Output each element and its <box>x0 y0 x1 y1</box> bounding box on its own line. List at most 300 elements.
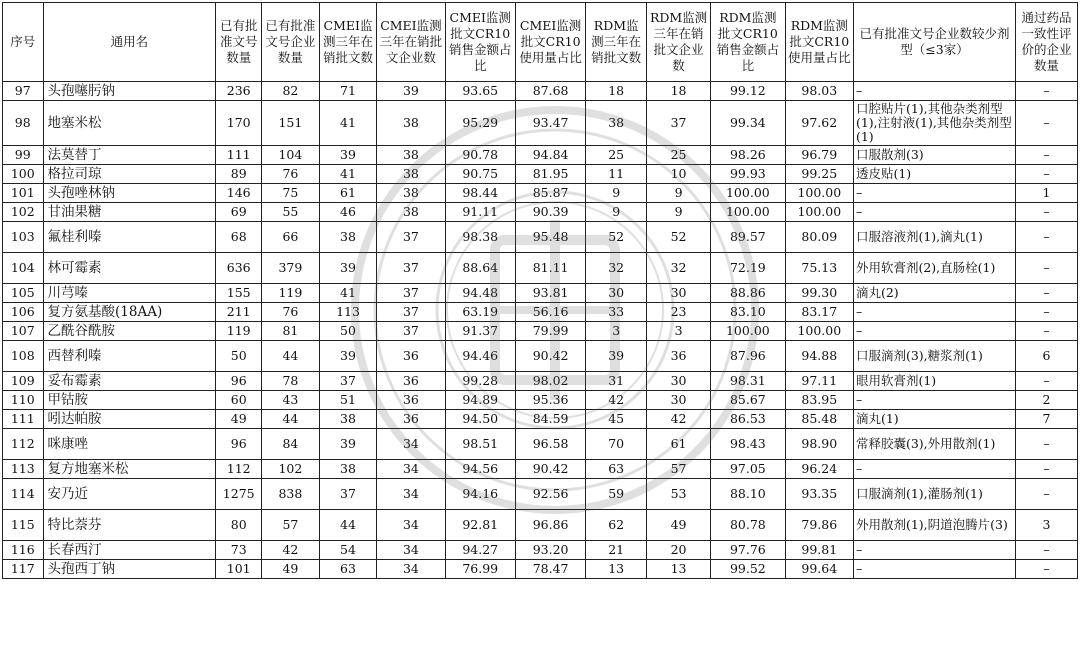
cell-consistency-companies: – <box>1016 541 1078 560</box>
cell-approval-count: 236 <box>216 82 262 101</box>
cell-rdm-approvals: 11 <box>586 165 647 184</box>
cell-consistency-companies: – <box>1016 372 1078 391</box>
cell-approval-count: 155 <box>216 284 262 303</box>
cell-cmei-cr10-sales: 88.64 <box>445 253 515 284</box>
header-rdm-approvals: RDM监测三年在销批文数 <box>586 3 647 82</box>
header-seq: 序号 <box>3 3 44 82</box>
cell-cmei-approvals: 63 <box>319 560 377 579</box>
cell-cmei-approvals: 38 <box>319 460 377 479</box>
cell-cmei-approvals: 39 <box>319 253 377 284</box>
cell-cmei-cr10-sales: 63.19 <box>445 303 515 322</box>
cell-rdm-approvals: 30 <box>586 284 647 303</box>
cell-rdm-approvals: 21 <box>586 541 647 560</box>
cell-rdm-approvals: 9 <box>586 184 647 203</box>
cell-consistency-companies: – <box>1016 429 1078 460</box>
cell-cmei-cr10-usage: 78.47 <box>515 560 585 579</box>
cell-few-company-forms: – <box>853 203 1015 222</box>
cell-cmei-companies: 38 <box>377 184 445 203</box>
cell-seq: 110 <box>3 391 44 410</box>
cell-cmei-companies: 34 <box>377 510 445 541</box>
cell-consistency-companies: – <box>1016 165 1078 184</box>
cell-cmei-companies: 34 <box>377 429 445 460</box>
cell-generic-name: 法莫替丁 <box>43 146 216 165</box>
cell-seq: 113 <box>3 460 44 479</box>
cell-rdm-approvals: 9 <box>586 203 647 222</box>
cell-approval-count: 60 <box>216 391 262 410</box>
cell-cmei-cr10-sales: 76.99 <box>445 560 515 579</box>
cell-rdm-cr10-usage: 99.25 <box>785 165 853 184</box>
cell-approval-count: 69 <box>216 203 262 222</box>
cell-cmei-cr10-sales: 98.44 <box>445 184 515 203</box>
cell-consistency-companies: 1 <box>1016 184 1078 203</box>
cell-cmei-approvals: 39 <box>319 146 377 165</box>
cell-rdm-companies: 37 <box>647 101 711 146</box>
cell-generic-name: 川芎嗪 <box>43 284 216 303</box>
cell-cmei-companies: 36 <box>377 410 445 429</box>
cell-approval-company-count: 379 <box>262 253 320 284</box>
cell-rdm-companies: 42 <box>647 410 711 429</box>
cell-few-company-forms: – <box>853 460 1015 479</box>
cell-cmei-companies: 38 <box>377 203 445 222</box>
cell-rdm-companies: 52 <box>647 222 711 253</box>
cell-generic-name: 林可霉素 <box>43 253 216 284</box>
table-row <box>3 222 1078 253</box>
cell-consistency-companies: – <box>1016 146 1078 165</box>
cell-cmei-companies: 34 <box>377 541 445 560</box>
cell-few-company-forms: – <box>853 82 1015 101</box>
header-cmei-cr10-sales: CMEI监测批文CR10销售金额占比 <box>445 3 515 82</box>
cell-rdm-cr10-sales: 88.86 <box>711 284 786 303</box>
cell-cmei-cr10-usage: 56.16 <box>515 303 585 322</box>
cell-cmei-cr10-usage: 93.47 <box>515 101 585 146</box>
cell-rdm-companies: 61 <box>647 429 711 460</box>
table-row <box>3 303 1078 322</box>
cell-approval-count: 112 <box>216 460 262 479</box>
cell-approval-count: 119 <box>216 322 262 341</box>
cell-approval-company-count: 42 <box>262 541 320 560</box>
cell-approval-count: 146 <box>216 184 262 203</box>
cell-rdm-approvals: 42 <box>586 391 647 410</box>
table-body <box>3 82 1078 579</box>
cell-approval-company-count: 75 <box>262 184 320 203</box>
header-rdm-cr10-sales: RDM监测批文CR10销售金额占比 <box>711 3 786 82</box>
cell-few-company-forms: 透皮贴(1) <box>853 165 1015 184</box>
cell-few-company-forms: – <box>853 303 1015 322</box>
cell-seq: 97 <box>3 82 44 101</box>
cell-rdm-cr10-usage: 100.00 <box>785 203 853 222</box>
cell-cmei-cr10-sales: 95.29 <box>445 101 515 146</box>
cell-rdm-cr10-sales: 97.76 <box>711 541 786 560</box>
cell-generic-name: 复方地塞米松 <box>43 460 216 479</box>
cell-generic-name: 乙酰谷酰胺 <box>43 322 216 341</box>
cell-cmei-companies: 36 <box>377 372 445 391</box>
cell-cmei-cr10-usage: 95.48 <box>515 222 585 253</box>
cell-generic-name: 特比萘芬 <box>43 510 216 541</box>
cell-rdm-cr10-sales: 100.00 <box>711 322 786 341</box>
cell-cmei-cr10-sales: 91.11 <box>445 203 515 222</box>
cell-cmei-companies: 39 <box>377 82 445 101</box>
cell-cmei-cr10-usage: 90.42 <box>515 460 585 479</box>
cell-rdm-companies: 13 <box>647 560 711 579</box>
cell-cmei-cr10-sales: 90.75 <box>445 165 515 184</box>
cell-rdm-approvals: 18 <box>586 82 647 101</box>
cell-cmei-cr10-usage: 95.36 <box>515 391 585 410</box>
header-few-company-forms: 已有批准文号企业数较少剂型（≤3家） <box>853 3 1015 82</box>
cell-approval-count: 101 <box>216 560 262 579</box>
cell-seq: 106 <box>3 303 44 322</box>
cell-cmei-approvals: 41 <box>319 284 377 303</box>
table-row <box>3 341 1078 372</box>
cell-cmei-cr10-sales: 93.65 <box>445 82 515 101</box>
header-rdm-companies: RDM监测三年在销批文企业数 <box>647 3 711 82</box>
cell-few-company-forms: 口服滴剂(3),糖浆剂(1) <box>853 341 1015 372</box>
cell-cmei-cr10-usage: 93.81 <box>515 284 585 303</box>
cell-rdm-cr10-usage: 83.17 <box>785 303 853 322</box>
cell-cmei-cr10-usage: 90.42 <box>515 341 585 372</box>
cell-cmei-cr10-usage: 94.84 <box>515 146 585 165</box>
header-approval-company-count: 已有批准文号企业数量 <box>262 3 320 82</box>
cell-approval-company-count: 81 <box>262 322 320 341</box>
cell-rdm-companies: 9 <box>647 184 711 203</box>
cell-seq: 104 <box>3 253 44 284</box>
cell-generic-name: 吲达帕胺 <box>43 410 216 429</box>
cell-cmei-approvals: 37 <box>319 372 377 391</box>
cell-approval-company-count: 82 <box>262 82 320 101</box>
cell-rdm-cr10-sales: 89.57 <box>711 222 786 253</box>
cell-cmei-companies: 37 <box>377 322 445 341</box>
cell-rdm-cr10-usage: 99.64 <box>785 560 853 579</box>
cell-cmei-cr10-usage: 81.11 <box>515 253 585 284</box>
cell-seq: 101 <box>3 184 44 203</box>
cell-rdm-cr10-usage: 97.11 <box>785 372 853 391</box>
cell-approval-count: 170 <box>216 101 262 146</box>
cell-approval-company-count: 102 <box>262 460 320 479</box>
cell-consistency-companies: – <box>1016 222 1078 253</box>
cell-rdm-cr10-usage: 83.95 <box>785 391 853 410</box>
cell-rdm-cr10-usage: 75.13 <box>785 253 853 284</box>
cell-rdm-cr10-sales: 72.19 <box>711 253 786 284</box>
cell-generic-name: 复方氨基酸(18AA) <box>43 303 216 322</box>
cell-rdm-cr10-usage: 99.30 <box>785 284 853 303</box>
cell-cmei-companies: 38 <box>377 165 445 184</box>
cell-cmei-companies: 36 <box>377 341 445 372</box>
cell-rdm-cr10-sales: 87.96 <box>711 341 786 372</box>
cell-rdm-cr10-usage: 96.24 <box>785 460 853 479</box>
cell-rdm-approvals: 25 <box>586 146 647 165</box>
cell-cmei-cr10-usage: 93.20 <box>515 541 585 560</box>
table-row <box>3 560 1078 579</box>
cell-cmei-companies: 37 <box>377 284 445 303</box>
cell-rdm-companies: 9 <box>647 203 711 222</box>
cell-rdm-companies: 30 <box>647 284 711 303</box>
cell-rdm-companies: 10 <box>647 165 711 184</box>
cell-rdm-approvals: 39 <box>586 341 647 372</box>
cell-few-company-forms: 口服滴剂(1),灌肠剂(1) <box>853 479 1015 510</box>
cell-cmei-cr10-usage: 81.95 <box>515 165 585 184</box>
cell-seq: 116 <box>3 541 44 560</box>
cell-rdm-approvals: 63 <box>586 460 647 479</box>
cell-approval-count: 68 <box>216 222 262 253</box>
cell-approval-company-count: 44 <box>262 410 320 429</box>
cell-approval-company-count: 838 <box>262 479 320 510</box>
table-row <box>3 541 1078 560</box>
cell-consistency-companies: – <box>1016 460 1078 479</box>
cell-rdm-cr10-usage: 96.79 <box>785 146 853 165</box>
cell-seq: 108 <box>3 341 44 372</box>
cell-cmei-approvals: 37 <box>319 479 377 510</box>
cell-rdm-companies: 25 <box>647 146 711 165</box>
cell-few-company-forms: – <box>853 322 1015 341</box>
cell-rdm-cr10-usage: 100.00 <box>785 184 853 203</box>
cell-rdm-companies: 32 <box>647 253 711 284</box>
cell-cmei-cr10-sales: 94.16 <box>445 479 515 510</box>
cell-generic-name: 头孢噻肟钠 <box>43 82 216 101</box>
cell-rdm-cr10-sales: 100.00 <box>711 184 786 203</box>
cell-cmei-approvals: 113 <box>319 303 377 322</box>
cell-rdm-cr10-sales: 97.05 <box>711 460 786 479</box>
cell-consistency-companies: – <box>1016 253 1078 284</box>
cell-cmei-cr10-usage: 92.56 <box>515 479 585 510</box>
cell-approval-company-count: 55 <box>262 203 320 222</box>
cell-cmei-companies: 37 <box>377 222 445 253</box>
cell-rdm-companies: 20 <box>647 541 711 560</box>
cell-approval-company-count: 104 <box>262 146 320 165</box>
cell-rdm-companies: 53 <box>647 479 711 510</box>
cell-seq: 100 <box>3 165 44 184</box>
cell-rdm-cr10-usage: 97.62 <box>785 101 853 146</box>
cell-rdm-cr10-usage: 98.90 <box>785 429 853 460</box>
cell-rdm-approvals: 32 <box>586 253 647 284</box>
cell-cmei-approvals: 50 <box>319 322 377 341</box>
cell-cmei-approvals: 39 <box>319 341 377 372</box>
cell-cmei-cr10-sales: 92.81 <box>445 510 515 541</box>
cell-rdm-companies: 36 <box>647 341 711 372</box>
cell-cmei-approvals: 61 <box>319 184 377 203</box>
cell-generic-name: 格拉司琼 <box>43 165 216 184</box>
cell-cmei-companies: 34 <box>377 479 445 510</box>
table-row <box>3 203 1078 222</box>
table-row <box>3 429 1078 460</box>
table-row <box>3 322 1078 341</box>
cell-rdm-cr10-sales: 98.26 <box>711 146 786 165</box>
cell-rdm-companies: 49 <box>647 510 711 541</box>
cell-seq: 107 <box>3 322 44 341</box>
cell-cmei-approvals: 38 <box>319 410 377 429</box>
cell-cmei-cr10-usage: 87.68 <box>515 82 585 101</box>
cell-rdm-cr10-usage: 93.35 <box>785 479 853 510</box>
cell-cmei-cr10-sales: 94.46 <box>445 341 515 372</box>
cell-rdm-approvals: 45 <box>586 410 647 429</box>
cell-cmei-companies: 36 <box>377 391 445 410</box>
table-row <box>3 253 1078 284</box>
cell-cmei-companies: 37 <box>377 303 445 322</box>
cell-cmei-cr10-sales: 98.38 <box>445 222 515 253</box>
cell-rdm-companies: 30 <box>647 391 711 410</box>
cell-cmei-cr10-sales: 94.89 <box>445 391 515 410</box>
table-row <box>3 165 1078 184</box>
cell-consistency-companies: 7 <box>1016 410 1078 429</box>
cell-cmei-cr10-sales: 98.51 <box>445 429 515 460</box>
cell-cmei-cr10-usage: 90.39 <box>515 203 585 222</box>
cell-approval-count: 49 <box>216 410 262 429</box>
cell-consistency-companies: – <box>1016 479 1078 510</box>
cell-generic-name: 地塞米松 <box>43 101 216 146</box>
cell-approval-count: 73 <box>216 541 262 560</box>
cell-few-company-forms: 口服散剂(3) <box>853 146 1015 165</box>
cell-approval-count: 111 <box>216 146 262 165</box>
cell-seq: 99 <box>3 146 44 165</box>
cell-approval-company-count: 44 <box>262 341 320 372</box>
header-rdm-cr10-usage: RDM监测批文CR10使用量占比 <box>785 3 853 82</box>
cell-approval-company-count: 84 <box>262 429 320 460</box>
header-cmei-cr10-usage: CMEI监测批文CR10使用量占比 <box>515 3 585 82</box>
cell-few-company-forms: 滴丸(1) <box>853 410 1015 429</box>
cell-cmei-approvals: 71 <box>319 82 377 101</box>
cell-rdm-approvals: 3 <box>586 322 647 341</box>
cell-consistency-companies: – <box>1016 82 1078 101</box>
cell-approval-company-count: 49 <box>262 560 320 579</box>
cell-rdm-companies: 23 <box>647 303 711 322</box>
cell-approval-count: 89 <box>216 165 262 184</box>
cell-consistency-companies: – <box>1016 322 1078 341</box>
cell-approval-count: 636 <box>216 253 262 284</box>
cell-cmei-cr10-sales: 90.78 <box>445 146 515 165</box>
cell-approval-count: 1275 <box>216 479 262 510</box>
cell-few-company-forms: – <box>853 184 1015 203</box>
cell-rdm-cr10-sales: 99.93 <box>711 165 786 184</box>
cell-cmei-cr10-usage: 96.86 <box>515 510 585 541</box>
header-row <box>3 3 1078 82</box>
cell-cmei-cr10-sales: 91.37 <box>445 322 515 341</box>
cell-approval-company-count: 57 <box>262 510 320 541</box>
cell-approval-count: 80 <box>216 510 262 541</box>
cell-rdm-cr10-sales: 83.10 <box>711 303 786 322</box>
cell-cmei-approvals: 41 <box>319 101 377 146</box>
cell-seq: 114 <box>3 479 44 510</box>
cell-rdm-cr10-sales: 99.34 <box>711 101 786 146</box>
table-row <box>3 284 1078 303</box>
table-row <box>3 184 1078 203</box>
header-cmei-companies: CMEI监测三年在销批文企业数 <box>377 3 445 82</box>
cell-cmei-companies: 34 <box>377 460 445 479</box>
cell-rdm-cr10-sales: 99.12 <box>711 82 786 101</box>
cell-generic-name: 甲钴胺 <box>43 391 216 410</box>
cell-generic-name: 甘油果糖 <box>43 203 216 222</box>
cell-approval-company-count: 76 <box>262 165 320 184</box>
cell-few-company-forms: 外用软膏剂(2),直肠栓(1) <box>853 253 1015 284</box>
cell-rdm-approvals: 38 <box>586 101 647 146</box>
cell-consistency-companies: – <box>1016 203 1078 222</box>
cell-cmei-companies: 37 <box>377 253 445 284</box>
cell-generic-name: 安乃近 <box>43 479 216 510</box>
cell-few-company-forms: – <box>853 391 1015 410</box>
cell-few-company-forms: 滴丸(2) <box>853 284 1015 303</box>
cell-rdm-cr10-sales: 98.31 <box>711 372 786 391</box>
cell-cmei-cr10-usage: 85.87 <box>515 184 585 203</box>
cell-few-company-forms: 口服溶液剂(1),滴丸(1) <box>853 222 1015 253</box>
table-row <box>3 410 1078 429</box>
header-approval-count: 已有批准文号数量 <box>216 3 262 82</box>
cell-rdm-approvals: 52 <box>586 222 647 253</box>
cell-rdm-cr10-sales: 86.53 <box>711 410 786 429</box>
cell-generic-name: 妥布霉素 <box>43 372 216 391</box>
cell-rdm-cr10-sales: 100.00 <box>711 203 786 222</box>
cell-seq: 111 <box>3 410 44 429</box>
cell-seq: 102 <box>3 203 44 222</box>
cell-rdm-approvals: 59 <box>586 479 647 510</box>
cell-cmei-cr10-usage: 96.58 <box>515 429 585 460</box>
cell-rdm-approvals: 33 <box>586 303 647 322</box>
cell-consistency-companies: – <box>1016 101 1078 146</box>
cell-rdm-companies: 3 <box>647 322 711 341</box>
cell-rdm-cr10-sales: 88.10 <box>711 479 786 510</box>
cell-rdm-cr10-usage: 79.86 <box>785 510 853 541</box>
cell-approval-company-count: 43 <box>262 391 320 410</box>
cell-few-company-forms: 常释胶囊(3),外用散剂(1) <box>853 429 1015 460</box>
cell-rdm-approvals: 70 <box>586 429 647 460</box>
cell-approval-count: 96 <box>216 372 262 391</box>
cell-rdm-cr10-usage: 80.09 <box>785 222 853 253</box>
table-row <box>3 101 1078 146</box>
cell-generic-name: 头孢西丁钠 <box>43 560 216 579</box>
cell-consistency-companies: – <box>1016 560 1078 579</box>
cell-seq: 103 <box>3 222 44 253</box>
cell-few-company-forms: – <box>853 541 1015 560</box>
cell-cmei-approvals: 39 <box>319 429 377 460</box>
cell-few-company-forms: 口腔贴片(1),其他杂类剂型(1),注射液(1),其他杂类剂型(1) <box>853 101 1015 146</box>
cell-approval-company-count: 151 <box>262 101 320 146</box>
cell-cmei-companies: 38 <box>377 146 445 165</box>
cell-rdm-cr10-sales: 85.67 <box>711 391 786 410</box>
cell-rdm-cr10-sales: 99.52 <box>711 560 786 579</box>
cell-cmei-approvals: 41 <box>319 165 377 184</box>
cell-cmei-approvals: 46 <box>319 203 377 222</box>
cell-rdm-cr10-sales: 98.43 <box>711 429 786 460</box>
cell-rdm-cr10-usage: 85.48 <box>785 410 853 429</box>
cell-rdm-companies: 57 <box>647 460 711 479</box>
cell-consistency-companies: 6 <box>1016 341 1078 372</box>
cell-seq: 98 <box>3 101 44 146</box>
cell-rdm-companies: 18 <box>647 82 711 101</box>
cell-generic-name: 咪康唑 <box>43 429 216 460</box>
cell-cmei-cr10-usage: 79.99 <box>515 322 585 341</box>
table-row <box>3 510 1078 541</box>
table-row <box>3 82 1078 101</box>
cell-approval-company-count: 66 <box>262 222 320 253</box>
cell-cmei-cr10-sales: 94.50 <box>445 410 515 429</box>
header-generic-name: 通用名 <box>43 3 216 82</box>
cell-rdm-cr10-usage: 98.03 <box>785 82 853 101</box>
cell-few-company-forms: 外用散剂(1),阴道泡腾片(3) <box>853 510 1015 541</box>
cell-approval-company-count: 119 <box>262 284 320 303</box>
cell-cmei-approvals: 54 <box>319 541 377 560</box>
cell-rdm-cr10-sales: 80.78 <box>711 510 786 541</box>
cell-consistency-companies: 2 <box>1016 391 1078 410</box>
cell-seq: 117 <box>3 560 44 579</box>
cell-rdm-approvals: 31 <box>586 372 647 391</box>
cell-rdm-approvals: 13 <box>586 560 647 579</box>
cell-consistency-companies: – <box>1016 303 1078 322</box>
table-row <box>3 391 1078 410</box>
table-row <box>3 372 1078 391</box>
cell-cmei-companies: 38 <box>377 101 445 146</box>
cell-seq: 109 <box>3 372 44 391</box>
header-consistency-companies: 通过药品一致性评价的企业数量 <box>1016 3 1078 82</box>
cell-few-company-forms: – <box>853 560 1015 579</box>
cell-cmei-approvals: 38 <box>319 222 377 253</box>
cell-rdm-cr10-usage: 100.00 <box>785 322 853 341</box>
table-row <box>3 479 1078 510</box>
